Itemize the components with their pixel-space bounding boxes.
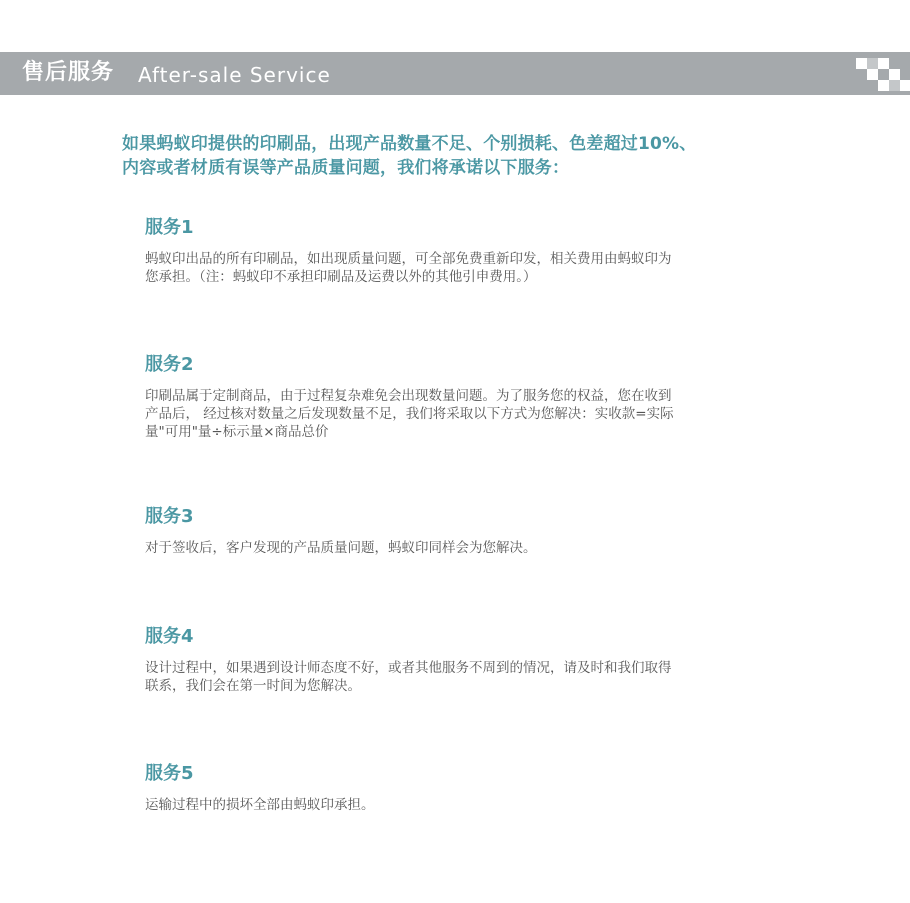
service-2-text [145,387,745,441]
service-4-text [145,659,745,695]
service-1-line-2: 您承担。（注：蚂蚁印不承担印刷品及运费以外的其他引申费用。） [145,269,537,285]
service-1-text [145,250,745,286]
service-2 [145,353,745,441]
service-3 [145,505,745,557]
service-4-line-2: 联系，我们会在第一时间为您解决。 [145,678,361,694]
service-2-line-1: 印刷品属于定制商品，由于过程复杂难免会出现数量问题。为了服务您的权益，您在收到 [145,388,672,404]
service-2-title: 服务2 [145,354,194,375]
service-2-line-3: 量"可用"量÷标示量×商品总价 [145,424,329,440]
service-3-title: 服务3 [145,506,194,527]
header-banner [0,52,910,95]
service-1 [145,216,745,286]
intro-line-2: 内容或者材质有误等产品质量问题，我们将承诺以下服务： [122,158,570,178]
service-3-text [145,539,745,557]
intro-line-1: 如果蚂蚁印提供的印刷品，出现产品数量不足、个别损耗、色差超过10%、 [122,134,697,154]
service-5-line-1: 运输过程中的损坏全部由蚂蚁印承担。 [145,797,375,813]
service-5-text [145,796,745,814]
intro-statement [122,132,822,180]
service-2-line-2: 产品后， 经过核对数量之后发现数量不足，我们将采取以下方式为您解决：实收款=实际 [145,406,674,422]
service-4-line-1: 设计过程中，如果遇到设计师态度不好，或者其他服务不周到的情况，请及时和我们取得 [145,660,672,676]
banner-title-cn: 售后服务 [22,60,115,85]
banner-title-en: After-sale Service [138,63,331,87]
checker-pattern-decoration [853,52,910,95]
service-4-title: 服务4 [145,626,194,647]
service-5 [145,762,745,814]
service-4 [145,625,745,695]
service-5-title: 服务5 [145,763,194,784]
service-1-title: 服务1 [145,217,194,238]
service-1-line-1: 蚂蚁印出品的所有印刷品，如出现质量问题，可全部免费重新印发，相关费用由蚂蚁印为 [145,251,672,267]
service-3-line-1: 对于签收后，客户发现的产品质量问题，蚂蚁印同样会为您解决。 [145,540,537,556]
